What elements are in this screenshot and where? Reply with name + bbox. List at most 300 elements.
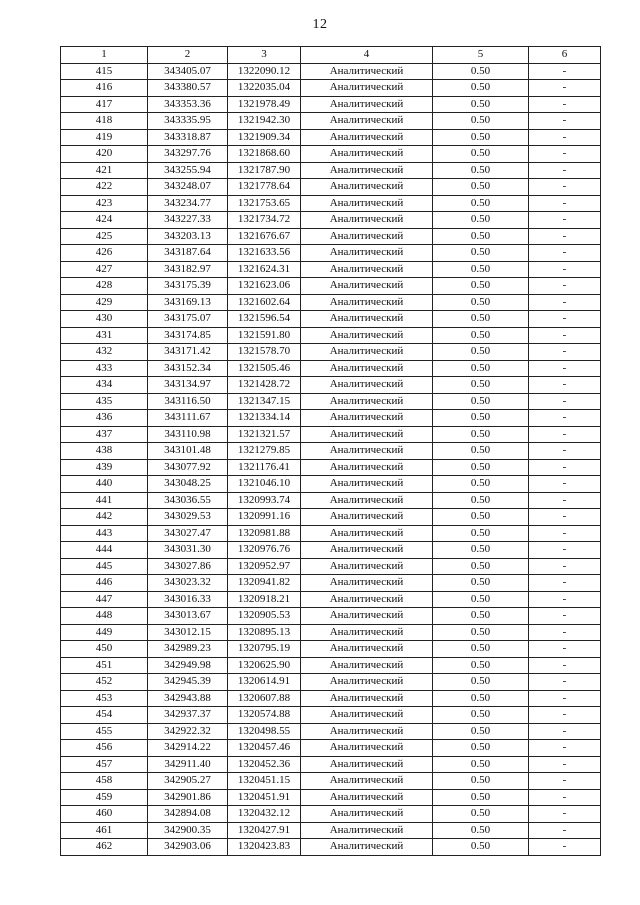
table-cell: 1320432.12 bbox=[228, 806, 301, 823]
table-cell: 342894.08 bbox=[148, 806, 228, 823]
table-cell: 0.50 bbox=[433, 624, 529, 641]
table-cell: 1320905.53 bbox=[228, 608, 301, 625]
table-cell: 1321942.30 bbox=[228, 113, 301, 130]
table-cell: 1320498.55 bbox=[228, 723, 301, 740]
table-cell: 0.50 bbox=[433, 558, 529, 575]
table-cell: 421 bbox=[61, 162, 148, 179]
table-cell: Аналитический bbox=[301, 492, 433, 509]
table-cell: 427 bbox=[61, 261, 148, 278]
table-row bbox=[61, 723, 601, 740]
table-row bbox=[61, 542, 601, 559]
table-cell: 343012.15 bbox=[148, 624, 228, 641]
table-cell: 459 bbox=[61, 789, 148, 806]
table-cell: - bbox=[529, 410, 601, 427]
table-cell: - bbox=[529, 113, 601, 130]
table-cell: 343031.30 bbox=[148, 542, 228, 559]
table-cell: 1321046.10 bbox=[228, 476, 301, 493]
table-cell: 0.50 bbox=[433, 641, 529, 658]
table-cell: 0.50 bbox=[433, 113, 529, 130]
table-cell: 1320952.97 bbox=[228, 558, 301, 575]
table-cell: - bbox=[529, 591, 601, 608]
table-cell: 1320457.46 bbox=[228, 740, 301, 757]
table-cell: 1321753.65 bbox=[228, 195, 301, 212]
table-cell: 1320451.91 bbox=[228, 789, 301, 806]
table-row bbox=[61, 492, 601, 509]
table-row bbox=[61, 822, 601, 839]
table-row bbox=[61, 261, 601, 278]
table-cell: 441 bbox=[61, 492, 148, 509]
header-cell: 3 bbox=[228, 47, 301, 64]
table-cell: Аналитический bbox=[301, 294, 433, 311]
table-cell: 0.50 bbox=[433, 162, 529, 179]
coordinates-table bbox=[60, 46, 601, 856]
table-cell: - bbox=[529, 459, 601, 476]
table-cell: 1320427.91 bbox=[228, 822, 301, 839]
table-cell: Аналитический bbox=[301, 360, 433, 377]
table-cell: 460 bbox=[61, 806, 148, 823]
table-cell: - bbox=[529, 360, 601, 377]
table-cell: 1320423.83 bbox=[228, 839, 301, 856]
table-cell: 0.50 bbox=[433, 822, 529, 839]
table-cell: 0.50 bbox=[433, 393, 529, 410]
header-cell: 2 bbox=[148, 47, 228, 64]
table-cell: Аналитический bbox=[301, 657, 433, 674]
table-cell: - bbox=[529, 179, 601, 196]
table-row bbox=[61, 773, 601, 790]
table-cell: 1320976.76 bbox=[228, 542, 301, 559]
table-cell: 343111.67 bbox=[148, 410, 228, 427]
table-cell: 0.50 bbox=[433, 459, 529, 476]
table-row bbox=[61, 707, 601, 724]
table-row bbox=[61, 195, 601, 212]
table-cell: 343353.36 bbox=[148, 96, 228, 113]
table-cell: - bbox=[529, 377, 601, 394]
table-row bbox=[61, 344, 601, 361]
table-cell: Аналитический bbox=[301, 426, 433, 443]
table-cell: 455 bbox=[61, 723, 148, 740]
table-cell: 342949.98 bbox=[148, 657, 228, 674]
table-cell: 343255.94 bbox=[148, 162, 228, 179]
table-cell: 0.50 bbox=[433, 245, 529, 262]
table-cell: 342900.35 bbox=[148, 822, 228, 839]
table-cell: 446 bbox=[61, 575, 148, 592]
table-cell: 0.50 bbox=[433, 723, 529, 740]
table-cell: - bbox=[529, 690, 601, 707]
table-cell: Аналитический bbox=[301, 773, 433, 790]
table-cell: 343297.76 bbox=[148, 146, 228, 163]
table-cell: 419 bbox=[61, 129, 148, 146]
table-cell: 1320452.36 bbox=[228, 756, 301, 773]
table-row bbox=[61, 63, 601, 80]
table-cell: 0.50 bbox=[433, 575, 529, 592]
table-row bbox=[61, 740, 601, 757]
table-row bbox=[61, 509, 601, 526]
table-cell: 1321321.57 bbox=[228, 426, 301, 443]
table-cell: 458 bbox=[61, 773, 148, 790]
table-header bbox=[61, 47, 601, 64]
table-cell: 1320625.90 bbox=[228, 657, 301, 674]
table-row bbox=[61, 96, 601, 113]
table-cell: 343318.87 bbox=[148, 129, 228, 146]
table-cell: 1321279.85 bbox=[228, 443, 301, 460]
table-cell: - bbox=[529, 195, 601, 212]
table-cell: Аналитический bbox=[301, 212, 433, 229]
table-cell: 0.50 bbox=[433, 212, 529, 229]
table-cell: 1321787.90 bbox=[228, 162, 301, 179]
table-cell: 343023.32 bbox=[148, 575, 228, 592]
table-row bbox=[61, 360, 601, 377]
table-cell: - bbox=[529, 773, 601, 790]
table-cell: Аналитический bbox=[301, 839, 433, 856]
table-cell: 417 bbox=[61, 96, 148, 113]
table-cell: 343077.92 bbox=[148, 459, 228, 476]
table-cell: 1321909.34 bbox=[228, 129, 301, 146]
table-row bbox=[61, 575, 601, 592]
table-cell: - bbox=[529, 789, 601, 806]
table-cell: 0.50 bbox=[433, 839, 529, 856]
table-cell: 434 bbox=[61, 377, 148, 394]
table-cell: Аналитический bbox=[301, 261, 433, 278]
table-cell: 1320981.88 bbox=[228, 525, 301, 542]
table-cell: Аналитический bbox=[301, 509, 433, 526]
table-cell: 448 bbox=[61, 608, 148, 625]
table-row bbox=[61, 162, 601, 179]
table-row bbox=[61, 624, 601, 641]
table-cell: - bbox=[529, 542, 601, 559]
table-row bbox=[61, 212, 601, 229]
table-cell: Аналитический bbox=[301, 410, 433, 427]
table-cell: 1321623.06 bbox=[228, 278, 301, 295]
table-cell: - bbox=[529, 393, 601, 410]
table-cell: - bbox=[529, 624, 601, 641]
table-row bbox=[61, 657, 601, 674]
table-cell: Аналитический bbox=[301, 756, 433, 773]
table-cell: 462 bbox=[61, 839, 148, 856]
table-cell: 343013.67 bbox=[148, 608, 228, 625]
header-cell: 6 bbox=[529, 47, 601, 64]
table-cell: 0.50 bbox=[433, 96, 529, 113]
table-cell: 343380.57 bbox=[148, 80, 228, 97]
table-cell: 343175.39 bbox=[148, 278, 228, 295]
table-cell: 343335.95 bbox=[148, 113, 228, 130]
table-row bbox=[61, 789, 601, 806]
table-cell: - bbox=[529, 129, 601, 146]
table-cell: Аналитический bbox=[301, 278, 433, 295]
table-cell: 343134.97 bbox=[148, 377, 228, 394]
table-cell: 0.50 bbox=[433, 707, 529, 724]
table-cell: Аналитический bbox=[301, 690, 433, 707]
table-cell: 1320795.19 bbox=[228, 641, 301, 658]
table-cell: - bbox=[529, 96, 601, 113]
table-cell: Аналитический bbox=[301, 179, 433, 196]
table-row bbox=[61, 245, 601, 262]
table-cell: 1321778.64 bbox=[228, 179, 301, 196]
table-row bbox=[61, 443, 601, 460]
table-cell: - bbox=[529, 723, 601, 740]
table-cell: 1321347.15 bbox=[228, 393, 301, 410]
page-number: 12 bbox=[312, 17, 328, 32]
table-row bbox=[61, 179, 601, 196]
table-cell: - bbox=[529, 261, 601, 278]
table-cell: 343169.13 bbox=[148, 294, 228, 311]
table-cell: 449 bbox=[61, 624, 148, 641]
table-cell: Аналитический bbox=[301, 575, 433, 592]
table-cell: 433 bbox=[61, 360, 148, 377]
table-cell: 0.50 bbox=[433, 146, 529, 163]
table-cell: 420 bbox=[61, 146, 148, 163]
table-cell: - bbox=[529, 146, 601, 163]
table-cell: - bbox=[529, 294, 601, 311]
table-cell: 1320918.21 bbox=[228, 591, 301, 608]
table-cell: Аналитический bbox=[301, 228, 433, 245]
table-cell: Аналитический bbox=[301, 63, 433, 80]
table-cell: 0.50 bbox=[433, 179, 529, 196]
table-cell: 436 bbox=[61, 410, 148, 427]
table-cell: 0.50 bbox=[433, 129, 529, 146]
table-cell: 1320607.88 bbox=[228, 690, 301, 707]
table-cell: 418 bbox=[61, 113, 148, 130]
table-cell: - bbox=[529, 278, 601, 295]
table-cell: Аналитический bbox=[301, 591, 433, 608]
table-cell: 342989.23 bbox=[148, 641, 228, 658]
table-cell: Аналитический bbox=[301, 146, 433, 163]
table-cell: Аналитический bbox=[301, 525, 433, 542]
table-cell: Аналитический bbox=[301, 723, 433, 740]
table-cell: 343116.50 bbox=[148, 393, 228, 410]
table-cell: 454 bbox=[61, 707, 148, 724]
header-cell: 5 bbox=[433, 47, 529, 64]
table-cell: Аналитический bbox=[301, 459, 433, 476]
table-cell: Аналитический bbox=[301, 245, 433, 262]
table-cell: 430 bbox=[61, 311, 148, 328]
table-cell: - bbox=[529, 80, 601, 97]
table-cell: Аналитический bbox=[301, 311, 433, 328]
table-cell: - bbox=[529, 162, 601, 179]
table-cell: 422 bbox=[61, 179, 148, 196]
table-cell: 1321868.60 bbox=[228, 146, 301, 163]
table-cell: 1321676.67 bbox=[228, 228, 301, 245]
table-cell: 432 bbox=[61, 344, 148, 361]
table-cell: - bbox=[529, 575, 601, 592]
table-cell: - bbox=[529, 608, 601, 625]
table-cell: 456 bbox=[61, 740, 148, 757]
table-cell: - bbox=[529, 426, 601, 443]
table-cell: 0.50 bbox=[433, 542, 529, 559]
table-cell: 1320614.91 bbox=[228, 674, 301, 691]
table-cell: 1321428.72 bbox=[228, 377, 301, 394]
table-cell: 423 bbox=[61, 195, 148, 212]
table-row bbox=[61, 393, 601, 410]
table-cell: Аналитический bbox=[301, 195, 433, 212]
table-row bbox=[61, 113, 601, 130]
table-cell: 447 bbox=[61, 591, 148, 608]
table-cell: 343182.97 bbox=[148, 261, 228, 278]
table-row bbox=[61, 591, 601, 608]
table-row bbox=[61, 426, 601, 443]
table-row bbox=[61, 525, 601, 542]
table-cell: 1322090.12 bbox=[228, 63, 301, 80]
table-cell: Аналитический bbox=[301, 822, 433, 839]
table-cell: 343016.33 bbox=[148, 591, 228, 608]
table-cell: 343227.33 bbox=[148, 212, 228, 229]
table-cell: 342922.32 bbox=[148, 723, 228, 740]
table-cell: 1321505.46 bbox=[228, 360, 301, 377]
table-cell: 0.50 bbox=[433, 525, 529, 542]
table-cell: 453 bbox=[61, 690, 148, 707]
table-cell: Аналитический bbox=[301, 162, 433, 179]
table-cell: 0.50 bbox=[433, 360, 529, 377]
table-cell: 343171.42 bbox=[148, 344, 228, 361]
table-cell: 343152.34 bbox=[148, 360, 228, 377]
table-cell: 343036.55 bbox=[148, 492, 228, 509]
table-cell: - bbox=[529, 756, 601, 773]
table-cell: 1321978.49 bbox=[228, 96, 301, 113]
table-row bbox=[61, 806, 601, 823]
table-cell: 0.50 bbox=[433, 509, 529, 526]
table-cell: 0.50 bbox=[433, 476, 529, 493]
table-cell: 438 bbox=[61, 443, 148, 460]
table-cell: 343048.25 bbox=[148, 476, 228, 493]
table-cell: - bbox=[529, 806, 601, 823]
table-cell: - bbox=[529, 525, 601, 542]
table-row bbox=[61, 690, 601, 707]
table-cell: 343175.07 bbox=[148, 311, 228, 328]
table-cell: 445 bbox=[61, 558, 148, 575]
table-cell: Аналитический bbox=[301, 558, 433, 575]
table-cell: 452 bbox=[61, 674, 148, 691]
table-cell: 0.50 bbox=[433, 63, 529, 80]
table-cell: 343027.86 bbox=[148, 558, 228, 575]
table-cell: Аналитический bbox=[301, 476, 433, 493]
header-cell: 1 bbox=[61, 47, 148, 64]
table-row bbox=[61, 129, 601, 146]
table-cell: 1322035.04 bbox=[228, 80, 301, 97]
table-cell: - bbox=[529, 443, 601, 460]
table-cell: 428 bbox=[61, 278, 148, 295]
table-cell: - bbox=[529, 311, 601, 328]
table-cell: 429 bbox=[61, 294, 148, 311]
table-body bbox=[61, 63, 601, 855]
table-cell: 1321591.80 bbox=[228, 327, 301, 344]
table-cell: 0.50 bbox=[433, 740, 529, 757]
table-cell: 343405.07 bbox=[148, 63, 228, 80]
table-cell: 425 bbox=[61, 228, 148, 245]
table-cell: Аналитический bbox=[301, 608, 433, 625]
table-cell: - bbox=[529, 245, 601, 262]
table-cell: Аналитический bbox=[301, 327, 433, 344]
table-cell: 444 bbox=[61, 542, 148, 559]
table-cell: 1321176.41 bbox=[228, 459, 301, 476]
table-cell: 1321578.70 bbox=[228, 344, 301, 361]
table-cell: 343027.47 bbox=[148, 525, 228, 542]
table-cell: Аналитический bbox=[301, 377, 433, 394]
table-cell: Аналитический bbox=[301, 129, 433, 146]
table-cell: 443 bbox=[61, 525, 148, 542]
table-cell: 1321334.14 bbox=[228, 410, 301, 427]
table-cell: 343187.64 bbox=[148, 245, 228, 262]
table-cell: 0.50 bbox=[433, 377, 529, 394]
table-row bbox=[61, 377, 601, 394]
table-cell: 416 bbox=[61, 80, 148, 97]
table-row bbox=[61, 459, 601, 476]
table-cell: 0.50 bbox=[433, 806, 529, 823]
table-cell: - bbox=[529, 641, 601, 658]
table-cell: 450 bbox=[61, 641, 148, 658]
table-cell: 0.50 bbox=[433, 311, 529, 328]
table-cell: 442 bbox=[61, 509, 148, 526]
table-cell: 342914.22 bbox=[148, 740, 228, 757]
table-cell: 435 bbox=[61, 393, 148, 410]
table-cell: 342911.40 bbox=[148, 756, 228, 773]
table-cell: - bbox=[529, 228, 601, 245]
table-row bbox=[61, 674, 601, 691]
table-cell: 439 bbox=[61, 459, 148, 476]
table-cell: Аналитический bbox=[301, 80, 433, 97]
table-row bbox=[61, 839, 601, 856]
table-row bbox=[61, 410, 601, 427]
table-row bbox=[61, 756, 601, 773]
table-row bbox=[61, 641, 601, 658]
table-cell: 342903.06 bbox=[148, 839, 228, 856]
table-row bbox=[61, 278, 601, 295]
table-cell: 343029.53 bbox=[148, 509, 228, 526]
table-cell: 0.50 bbox=[433, 294, 529, 311]
table-cell: - bbox=[529, 657, 601, 674]
table-cell: Аналитический bbox=[301, 443, 433, 460]
table-cell: 0.50 bbox=[433, 674, 529, 691]
table-cell: Аналитический bbox=[301, 641, 433, 658]
table-cell: Аналитический bbox=[301, 674, 433, 691]
table-cell: 1321596.54 bbox=[228, 311, 301, 328]
table-cell: 343110.98 bbox=[148, 426, 228, 443]
table-row bbox=[61, 476, 601, 493]
table-cell: Аналитический bbox=[301, 806, 433, 823]
table-cell: 426 bbox=[61, 245, 148, 262]
table-cell: 0.50 bbox=[433, 278, 529, 295]
table-row bbox=[61, 327, 601, 344]
table-cell: 0.50 bbox=[433, 492, 529, 509]
table-row bbox=[61, 146, 601, 163]
table-cell: Аналитический bbox=[301, 624, 433, 641]
table-row bbox=[61, 80, 601, 97]
table-cell: 440 bbox=[61, 476, 148, 493]
header-cell: 4 bbox=[301, 47, 433, 64]
table-cell: 342937.37 bbox=[148, 707, 228, 724]
table-cell: 461 bbox=[61, 822, 148, 839]
table-row bbox=[61, 558, 601, 575]
table-cell: 1320895.13 bbox=[228, 624, 301, 641]
table-cell: - bbox=[529, 212, 601, 229]
table-cell: 0.50 bbox=[433, 773, 529, 790]
table-cell: 431 bbox=[61, 327, 148, 344]
table-cell: 1321624.31 bbox=[228, 261, 301, 278]
table-cell: Аналитический bbox=[301, 542, 433, 559]
header-row bbox=[61, 47, 601, 64]
table-cell: - bbox=[529, 740, 601, 757]
table-cell: 0.50 bbox=[433, 327, 529, 344]
table-cell: 343248.07 bbox=[148, 179, 228, 196]
table-cell: - bbox=[529, 476, 601, 493]
table-cell: 343101.48 bbox=[148, 443, 228, 460]
table-cell: 0.50 bbox=[433, 426, 529, 443]
table-cell: 0.50 bbox=[433, 344, 529, 361]
table-cell: 0.50 bbox=[433, 410, 529, 427]
table-cell: 1321633.56 bbox=[228, 245, 301, 262]
table-cell: Аналитический bbox=[301, 113, 433, 130]
table-cell: 0.50 bbox=[433, 690, 529, 707]
table-cell: 424 bbox=[61, 212, 148, 229]
table-cell: - bbox=[529, 707, 601, 724]
